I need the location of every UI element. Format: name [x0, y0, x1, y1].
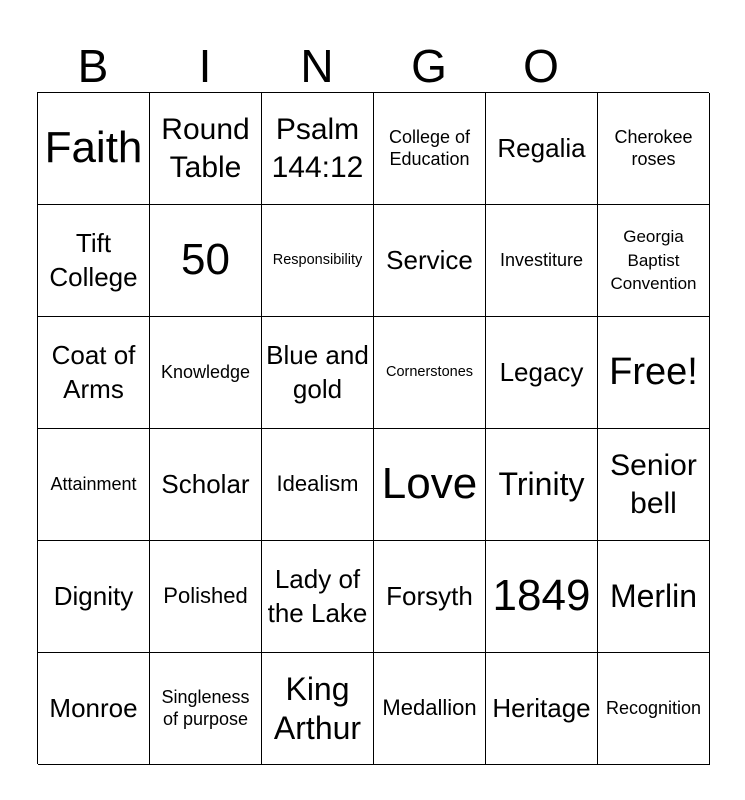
bingo-cell[interactable] [374, 653, 486, 765]
bingo-cell[interactable] [150, 317, 262, 429]
bingo-cell[interactable] [598, 653, 710, 765]
cell-label: Forsyth [386, 580, 473, 611]
bingo-cell[interactable] [38, 429, 150, 541]
bingo-cell[interactable] [486, 653, 598, 765]
bingo-cell[interactable] [374, 93, 486, 205]
bingo-cell[interactable] [374, 317, 486, 429]
cell-label: Polished [163, 583, 248, 609]
cell-label: Love [381, 459, 478, 509]
bingo-cell[interactable] [150, 541, 262, 653]
bingo-cell[interactable] [150, 653, 262, 765]
cell-label: Georgia Baptist Convention [610, 226, 697, 294]
bingo-cell[interactable] [262, 541, 374, 653]
cell-label: Attainment [50, 473, 137, 494]
bingo-card-grid [37, 92, 709, 764]
cell-label: Faith [44, 123, 143, 173]
bingo-cell[interactable] [598, 541, 710, 653]
header-letter-i: I [198, 40, 212, 92]
bingo-cell[interactable] [262, 653, 374, 765]
bingo-cell[interactable] [374, 205, 486, 317]
cell-label: Round Table [161, 113, 250, 184]
cell-label: Blue and gold [266, 339, 369, 404]
cell-label: Regalia [497, 132, 586, 163]
cell-label: Cornerstones [385, 363, 474, 380]
cell-label: Trinity [498, 466, 585, 503]
cell-label: Senior bell [610, 449, 697, 520]
header-letter-g: G [411, 40, 447, 92]
bingo-cell[interactable] [262, 429, 374, 541]
cell-label: Merlin [609, 578, 698, 615]
cell-label: Monroe [49, 692, 138, 723]
cell-label: Recognition [605, 697, 702, 718]
cell-label: College of Education [388, 126, 471, 169]
bingo-cell[interactable] [262, 93, 374, 205]
cell-label: Lady of the Lake [267, 563, 368, 628]
cell-label: Psalm 144:12 [271, 113, 364, 184]
bingo-cell[interactable] [262, 205, 374, 317]
cell-label: Tift College [49, 227, 138, 292]
bingo-cell[interactable] [374, 541, 486, 653]
cell-label: Scholar [161, 468, 250, 499]
bingo-cell[interactable] [598, 93, 710, 205]
bingo-cell[interactable] [38, 205, 150, 317]
cell-label: Responsibility [272, 251, 363, 268]
cell-label: 1849 [492, 571, 591, 621]
cell-label: Legacy [499, 356, 584, 387]
bingo-cell[interactable] [374, 429, 486, 541]
cell-label: 50 [181, 235, 230, 285]
bingo-cell[interactable] [38, 317, 150, 429]
bingo-cell[interactable] [598, 317, 710, 429]
header-letter-b: B [77, 40, 109, 92]
bingo-cell[interactable] [486, 429, 598, 541]
bingo-cell[interactable] [38, 653, 150, 765]
header-letter-o: O [523, 40, 559, 92]
cell-label: Dignity [53, 580, 134, 611]
cell-label: Coat of Arms [51, 339, 136, 404]
bingo-cell[interactable] [150, 93, 262, 205]
cell-label: Idealism [276, 471, 359, 497]
bingo-cell[interactable] [262, 317, 374, 429]
header-letter-n: N [300, 40, 334, 92]
bingo-cell[interactable] [38, 93, 150, 205]
cell-label: Free! [609, 350, 698, 393]
bingo-cell[interactable] [150, 429, 262, 541]
cell-label: Service [386, 244, 473, 275]
bingo-cell[interactable] [38, 541, 150, 653]
bingo-cell[interactable] [598, 429, 710, 541]
cell-label: Investiture [499, 249, 584, 270]
cell-label: King Arthur [273, 671, 362, 746]
bingo-header [37, 40, 709, 92]
bingo-cell[interactable] [150, 205, 262, 317]
cell-label: Knowledge [160, 361, 251, 382]
bingo-cell[interactable] [486, 93, 598, 205]
cell-label: Cherokee roses [614, 126, 693, 169]
bingo-cell[interactable] [486, 205, 598, 317]
cell-label: Singleness of purpose [161, 686, 250, 729]
cell-label: Heritage [492, 692, 591, 723]
cell-label: Medallion [382, 695, 477, 721]
bingo-cell[interactable] [598, 205, 710, 317]
bingo-cell[interactable] [486, 541, 598, 653]
bingo-cell[interactable] [486, 317, 598, 429]
